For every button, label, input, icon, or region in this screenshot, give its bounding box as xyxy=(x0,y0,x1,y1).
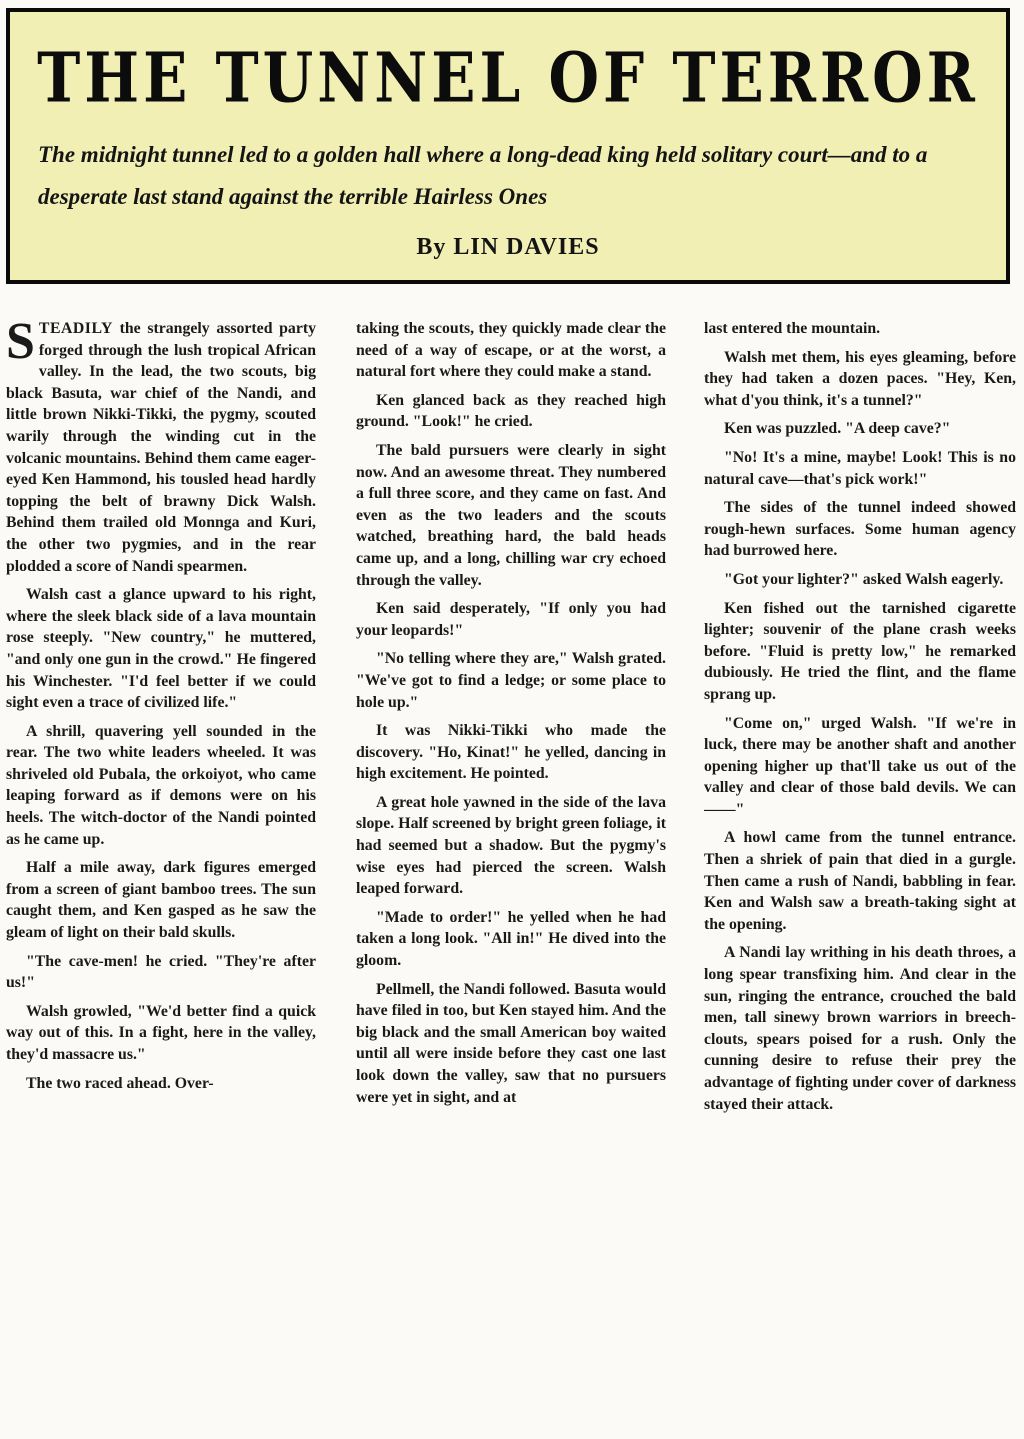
paragraph: A great hole yawned in the side of the lava slope. Half screened by bright green foliage, it had seemed but a shadow. But the pygmy's wise eyes had pierced the screen. Walsh leaped forward. xyxy=(356,793,666,898)
article-body xyxy=(6,318,1018,1434)
article-title: THE TUNNEL OF TERROR xyxy=(37,38,979,119)
paragraph-text: the strangely assorted party forged through the lush tropical African valley. In the lead, the two scouts, big black Basuta, war chief of the Nandi, and little brown Nikki-Tikki, the pygmy, scouted warily through the winding cut in the volcanic mountains. Behind them came eager-eyed Ken Hammond, his tousled head hardly topping the belt of brawny Dick Walsh. Behind them trailed old Monnga and Kuri, the other two pygmies, and in the rear plodded a score of Nandi spearmen. xyxy=(6,320,316,575)
paragraph: "Come on," urged Walsh. "If we're in luck, there may be another shaft and another opening higher up that'll take us out of the valley and clear of those bald devils. We can——" xyxy=(704,714,1016,818)
paragraph: "No telling where they are," Walsh grated. "We've got to find a ledge; or some place to hole up." xyxy=(356,650,666,711)
paragraph: "Made to order!" he yelled when he had taken a long look. "All in!" He dived into the gloom. xyxy=(356,908,666,970)
paragraph: Ken said desperately, "If only you had your leopards!" xyxy=(356,600,666,639)
paragraph: A Nandi lay writhing in his death throes, a long spear transfixing him. And clear in the sun, ringing the entrance, crouched the bald men, tall sinewy brown warriors in breech-clouts, spears poised for a rush. Only the cunning desire to refuse their prey the advantage of fighting under cover of darkness stayed their attack. xyxy=(704,944,1016,1113)
paragraph: last entered the mountain. xyxy=(704,320,881,337)
text-column-3 xyxy=(704,318,1016,1434)
paragraph: taking the scouts, they quickly made clear the need of a way of escape, or at the worst, a natural fort where they could make a stand. xyxy=(356,320,666,381)
paragraph: A howl came from the tunnel entrance. Then a shriek of pain that died in a gurgle. Then came a rush of Nandi, babbling in fear. Ken and Walsh saw a breath-taking sight at the opening. xyxy=(704,829,1016,933)
drop-cap: S xyxy=(6,318,35,370)
text-column-1 xyxy=(6,318,316,1434)
paragraph: Walsh cast a glance upward to his right, where the sleek black side of a lava mountain rose steeply. "New country," he muttered, "and only one gun in the crowd." He fingered his Winchester. "I'd feel better if we could sight even a trace of civilized life." xyxy=(6,586,316,712)
paragraph: The bald pursuers were clearly in sight now. And an awesome threat. They numbered a full three score, and they came on fast. And even as the two leaders and the scouts watched, breathing hard, the bald heads came up, and a long, chilling war cry echoed through the valley. xyxy=(356,441,666,589)
paragraph xyxy=(6,318,316,577)
paragraph: Ken fished out the tarnished cigarette lighter; souvenir of the plane crash weeks before. "Fluid is pretty low," he remarked dubiously. He tried the flint, and the flame sprang up. xyxy=(704,599,1016,703)
paragraph: Pellmell, the Nandi followed. Basuta would have filed in too, but Ken stayed him. And the big black and the small American boy waited until all were inside before they cast one last look down the valley, saw that no pursuers were yet in sight, and at xyxy=(356,980,666,1106)
paragraph: Ken was puzzled. "A deep cave?" xyxy=(724,420,951,438)
article-subtitle: The midnight tunnel led to a golden hall where a long-dead king held solitary court—and to a desperate last stand against the terrible Hairless Ones xyxy=(38,142,928,209)
paragraph: Walsh met them, his eyes gleaming, before they had taken a dozen paces. "Hey, Ken, what d'you think, it's a tunnel?" xyxy=(704,348,1016,409)
article-byline: By LIN DAVIES xyxy=(416,234,600,260)
paragraph: The two raced ahead. Over- xyxy=(26,1074,214,1092)
paragraph: Walsh growled, "We'd better find a quick way out of this. In a fight, here in the valley, they'd massacre us." xyxy=(6,1002,316,1063)
text-column-2 xyxy=(356,318,666,1434)
article-header xyxy=(6,8,1010,284)
paragraph: "No! It's a mine, maybe! Look! This is no natural cave—that's pick work!" xyxy=(704,448,1016,488)
paragraph: "The cave-men! he cried. "They're after us!" xyxy=(6,952,316,992)
paragraph: "Got your lighter?" asked Walsh eagerly. xyxy=(724,570,1004,588)
paragraph: Ken glanced back as they reached high ground. "Look!" he cried. xyxy=(356,391,666,431)
lead-caps: TEADILY xyxy=(38,320,113,337)
paragraph: Half a mile away, dark figures emerged from a screen of giant bamboo trees. The sun caught them, and Ken gasped as he saw the gleam of light on their bald skulls. xyxy=(6,859,316,942)
paragraph: The sides of the tunnel indeed showed rough-hewn surfaces. Some human agency had burrowed here. xyxy=(704,499,1016,560)
paragraph: It was Nikki-Tikki who made the discovery. "Ho, Kinat!" he yelled, dancing in high excitement. He pointed. xyxy=(356,722,666,783)
paragraph: A shrill, quavering yell sounded in the rear. The two white leaders wheeled. It was shriveled old Pubala, the orkoiyot, who came leaping forward as if demons were on his heels. The witch-doctor of the Nandi pointed as he came up. xyxy=(6,722,316,848)
